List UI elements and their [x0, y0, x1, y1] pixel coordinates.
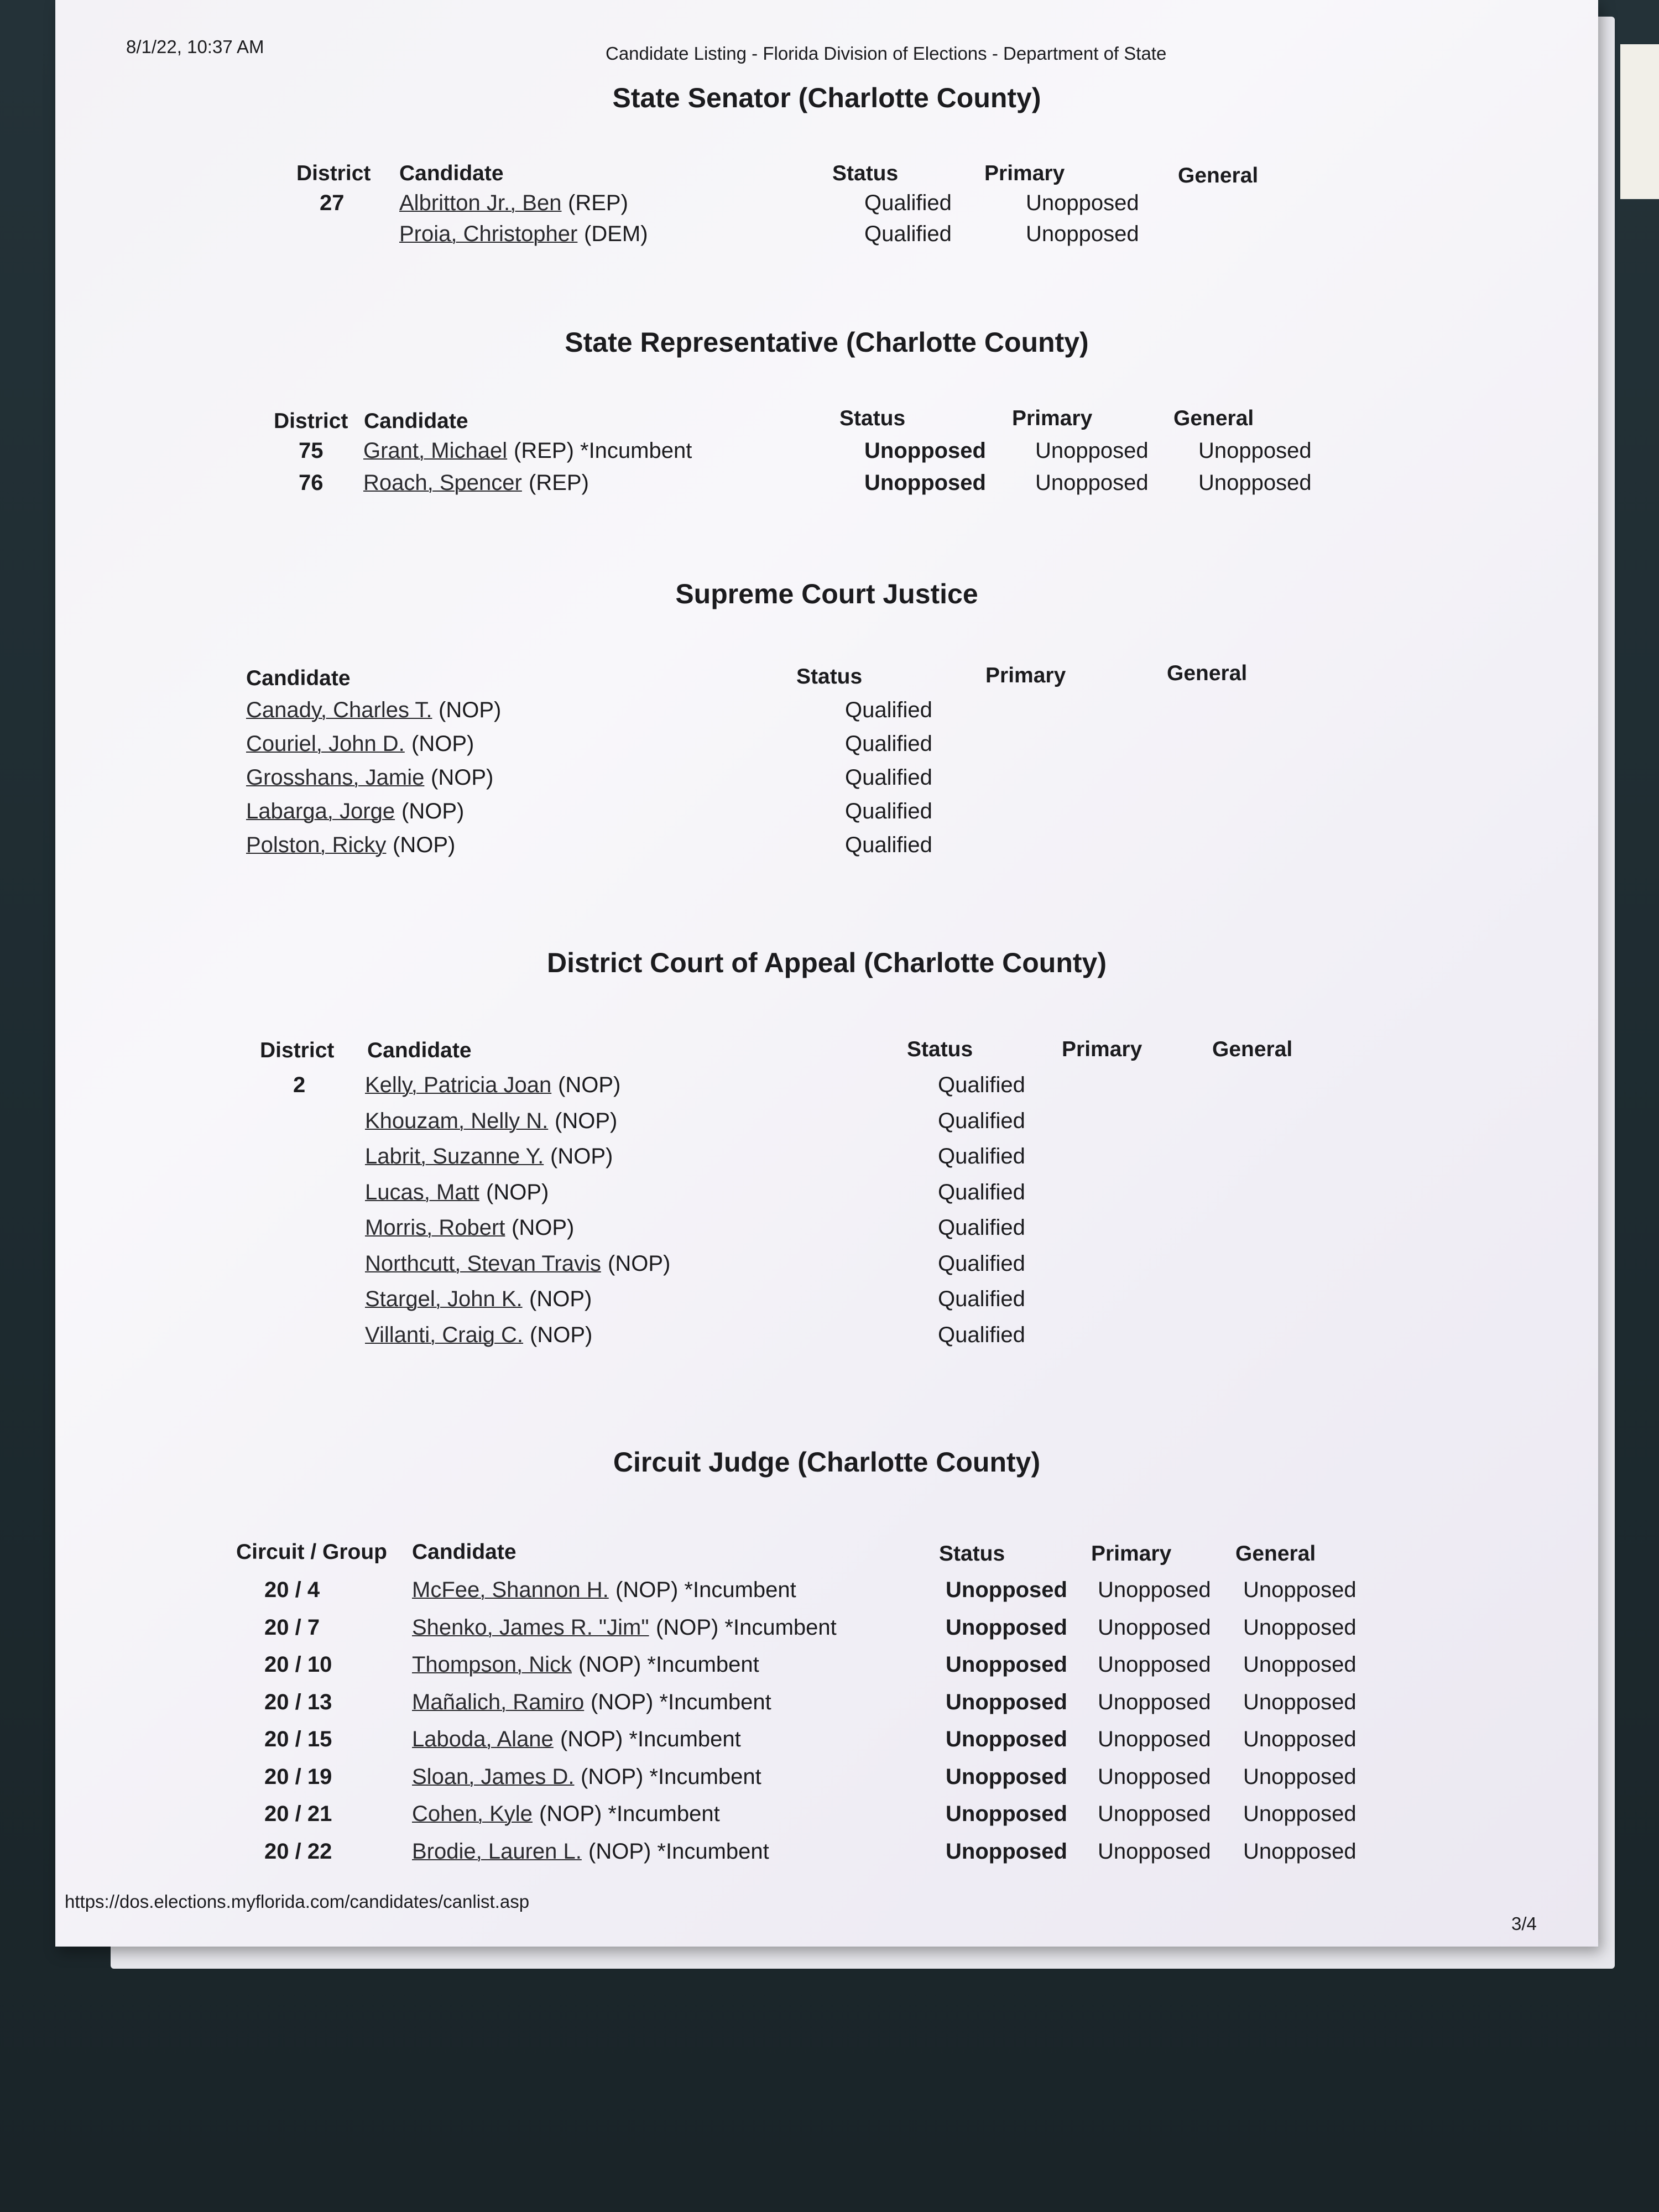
adjacent-paper-edge	[1620, 44, 1659, 199]
col-primary: Primary	[984, 161, 1065, 185]
footer-url: https://dos.elections.myflorida.com/candidates/canlist.asp	[65, 1891, 530, 1912]
col-district: District	[296, 161, 371, 185]
candidate-party: (REP) *Incumbent	[514, 439, 692, 463]
candidate-link[interactable]: Proia, Christopher	[399, 222, 578, 246]
col-candidate: Candidate	[412, 1540, 517, 1564]
page-number: 3/4	[1511, 1913, 1537, 1934]
circuit-group: 20 / 19	[264, 1764, 332, 1789]
status-value: Qualified	[938, 1144, 1025, 1168]
candidate-party: (NOP) *Incumbent	[615, 1578, 796, 1602]
col-candidate: Candidate	[399, 161, 504, 185]
status-value: Qualified	[845, 732, 932, 756]
col-status: Status	[796, 665, 863, 688]
status-value: Unopposed	[946, 1839, 1067, 1864]
status-value: Unopposed	[946, 1802, 1067, 1826]
general-value: Unopposed	[1243, 1578, 1357, 1602]
col-candidate: Candidate	[367, 1039, 472, 1062]
candidate-party: (REP)	[568, 191, 628, 215]
col-district: District	[260, 1039, 335, 1062]
status-value: Qualified	[938, 1073, 1025, 1097]
candidate-link[interactable]: Polston, Ricky	[246, 833, 387, 857]
status-value: Unopposed	[864, 439, 986, 463]
status-value: Qualified	[864, 222, 952, 246]
primary-value: Unopposed	[1098, 1727, 1211, 1751]
district-number: 27	[320, 191, 345, 215]
status-value: Unopposed	[946, 1727, 1067, 1751]
col-status: Status	[939, 1542, 1005, 1566]
circuit-group: 20 / 10	[264, 1652, 332, 1677]
col-district: District	[274, 409, 348, 433]
candidate-link[interactable]: Grant, Michael	[363, 439, 508, 463]
candidate-party: (NOP) *Incumbent	[560, 1727, 741, 1751]
general-value: Unopposed	[1198, 471, 1312, 495]
col-general: General	[1212, 1037, 1293, 1061]
candidate-link[interactable]: Shenko, James R. "Jim"	[412, 1615, 649, 1640]
page-header-title: Candidate Listing - Florida Division of Elections - Department of State	[606, 43, 1167, 64]
col-status: Status	[907, 1037, 973, 1061]
candidate-link[interactable]: Morris, Robert	[365, 1215, 505, 1240]
status-value: Qualified	[938, 1251, 1025, 1276]
candidate-link[interactable]: Brodie, Lauren L.	[412, 1839, 582, 1864]
candidate-link[interactable]: Lucas, Matt	[365, 1180, 479, 1204]
candidate-party: (NOP) *Incumbent	[578, 1652, 759, 1677]
col-candidate: Candidate	[364, 409, 468, 433]
status-value: Qualified	[864, 191, 952, 215]
candidate-party: (NOP)	[608, 1251, 671, 1276]
candidate-link[interactable]: Cohen, Kyle	[412, 1802, 533, 1826]
col-primary: Primary	[1062, 1037, 1142, 1061]
primary-value: Unopposed	[1098, 1839, 1211, 1864]
status-value: Qualified	[938, 1108, 1025, 1133]
primary-value: Unopposed	[1098, 1802, 1211, 1826]
candidate-link[interactable]: McFee, Shannon H.	[412, 1578, 609, 1602]
candidate-link[interactable]: Northcutt, Stevan Travis	[365, 1251, 601, 1276]
status-value: Unopposed	[946, 1578, 1067, 1602]
status-value: Qualified	[845, 833, 932, 857]
general-value: Unopposed	[1243, 1764, 1357, 1789]
candidate-party: (NOP)	[529, 1287, 592, 1311]
candidate-party: (NOP)	[411, 732, 474, 756]
status-value: Unopposed	[946, 1615, 1067, 1640]
candidate-link[interactable]: Stargel, John K.	[365, 1287, 523, 1311]
general-value: Unopposed	[1243, 1652, 1357, 1677]
candidate-party: (NOP)	[530, 1322, 593, 1347]
candidate-party: (REP)	[529, 471, 589, 495]
candidate-party: (NOP) *Incumbent	[591, 1689, 771, 1714]
section-title-supreme-court: Supreme Court Justice	[675, 578, 978, 609]
candidate-party: (NOP)	[431, 765, 494, 790]
primary-value: Unopposed	[1026, 191, 1139, 215]
col-general: General	[1167, 661, 1248, 685]
status-value: Qualified	[938, 1180, 1025, 1204]
primary-value: Unopposed	[1035, 439, 1149, 463]
circuit-group: 20 / 7	[264, 1615, 320, 1640]
status-value: Qualified	[938, 1322, 1025, 1347]
circuit-group: 20 / 4	[264, 1578, 320, 1602]
section-title-circuit-judge: Circuit Judge (Charlotte County)	[613, 1447, 1041, 1478]
candidate-link[interactable]: Kelly, Patricia Joan	[365, 1073, 552, 1097]
primary-value: Unopposed	[1098, 1689, 1211, 1714]
candidate-link[interactable]: Grosshans, Jamie	[246, 765, 425, 790]
printed-page	[55, 0, 1598, 1947]
status-value: Unopposed	[946, 1652, 1067, 1677]
candidate-party: (NOP)	[558, 1073, 621, 1097]
status-value: Unopposed	[946, 1689, 1067, 1714]
general-value: Unopposed	[1243, 1615, 1357, 1640]
circuit-group: 20 / 21	[264, 1802, 332, 1826]
candidate-link[interactable]: Thompson, Nick	[412, 1652, 572, 1677]
col-status: Status	[839, 406, 906, 430]
candidate-link[interactable]: Mañalich, Ramiro	[412, 1689, 585, 1714]
status-value: Qualified	[938, 1215, 1025, 1240]
candidate-party: (NOP) *Incumbent	[539, 1802, 720, 1826]
candidate-party: (NOP)	[555, 1108, 618, 1133]
primary-value: Unopposed	[1098, 1615, 1211, 1640]
candidate-party: (NOP)	[393, 833, 456, 857]
status-value: Qualified	[845, 765, 932, 790]
candidate-party: (DEM)	[584, 222, 648, 246]
candidate-party: (NOP) *Incumbent	[656, 1615, 837, 1640]
circuit-group: 20 / 13	[264, 1689, 332, 1714]
primary-value: Unopposed	[1098, 1764, 1211, 1789]
candidate-link[interactable]: Albritton Jr., Ben	[399, 191, 562, 215]
candidate-link[interactable]: Canady, Charles T.	[246, 698, 432, 722]
candidate-link[interactable]: Roach, Spencer	[363, 471, 522, 495]
section-title-state-senator: State Senator (Charlotte County)	[612, 82, 1041, 113]
circuit-group: 20 / 22	[264, 1839, 332, 1864]
candidate-link[interactable]: Laboda, Alane	[412, 1727, 554, 1751]
candidate-link[interactable]: Villanti, Craig C.	[365, 1322, 524, 1347]
col-candidate: Candidate	[246, 666, 351, 690]
col-general: General	[1178, 164, 1259, 187]
district-number: 2	[293, 1073, 306, 1097]
candidate-party: (NOP)	[401, 799, 465, 823]
col-circuit-group: Circuit / Group	[236, 1540, 387, 1564]
district-number: 76	[299, 471, 324, 495]
candidate-link[interactable]: Khouzam, Nelly N.	[365, 1108, 549, 1133]
primary-value: Unopposed	[1098, 1652, 1211, 1677]
candidate-link[interactable]: Labarga, Jorge	[246, 799, 395, 823]
col-general: General	[1235, 1542, 1316, 1566]
col-general: General	[1173, 406, 1254, 430]
general-value: Unopposed	[1243, 1689, 1357, 1714]
status-value: Qualified	[845, 698, 932, 722]
status-value: Qualified	[938, 1287, 1025, 1311]
primary-value: Unopposed	[1026, 222, 1139, 246]
candidate-party: (NOP)	[439, 698, 502, 722]
col-primary: Primary	[1091, 1542, 1172, 1566]
status-value: Unopposed	[946, 1764, 1067, 1789]
print-timestamp: 8/1/22, 10:37 AM	[126, 36, 264, 57]
candidate-link[interactable]: Sloan, James D.	[412, 1764, 575, 1789]
primary-value: Unopposed	[1098, 1578, 1211, 1602]
candidate-link[interactable]: Couriel, John D.	[246, 732, 405, 756]
general-value: Unopposed	[1198, 439, 1312, 463]
general-value: Unopposed	[1243, 1839, 1357, 1864]
general-value: Unopposed	[1243, 1727, 1357, 1751]
primary-value: Unopposed	[1035, 471, 1149, 495]
col-primary: Primary	[985, 664, 1066, 687]
candidate-party: (NOP) *Incumbent	[588, 1839, 769, 1864]
candidate-party: (NOP) *Incumbent	[581, 1764, 761, 1789]
candidate-party: (NOP)	[550, 1144, 613, 1168]
circuit-group: 20 / 15	[264, 1727, 332, 1751]
candidate-party: (NOP)	[486, 1180, 549, 1204]
status-value: Qualified	[845, 799, 932, 823]
status-value: Unopposed	[864, 471, 986, 495]
col-primary: Primary	[1012, 406, 1093, 430]
district-number: 75	[299, 439, 324, 463]
candidate-party: (NOP)	[512, 1215, 575, 1240]
section-title-district-court-of-appeal: District Court of Appeal (Charlotte County)	[546, 947, 1107, 978]
candidate-link[interactable]: Labrit, Suzanne Y.	[365, 1144, 544, 1168]
general-value: Unopposed	[1243, 1802, 1357, 1826]
col-status: Status	[832, 161, 899, 185]
section-title-state-representative: State Representative (Charlotte County)	[565, 327, 1089, 358]
